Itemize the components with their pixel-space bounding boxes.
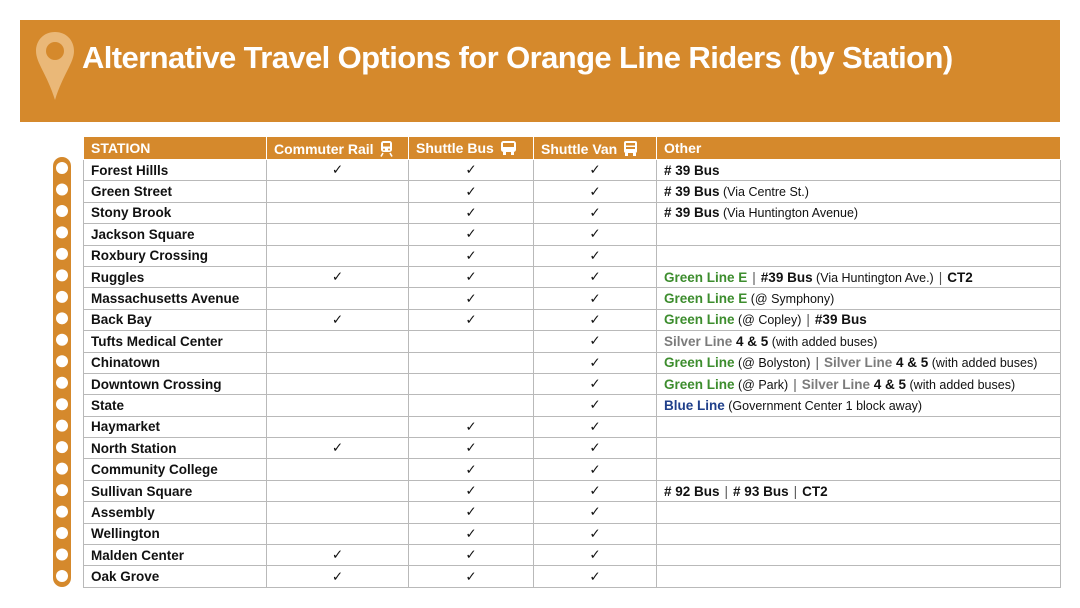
other-option-text: 4 & 5: [732, 333, 769, 349]
check-mark-icon: ✓: [465, 483, 477, 499]
station-name: Assembly: [84, 502, 267, 523]
check-mark-icon: ✓: [465, 183, 477, 199]
shuttle-bus-cell: [409, 160, 534, 181]
shuttle-bus-cell: [409, 373, 534, 394]
shuttle-bus-cell: [409, 523, 534, 544]
other-option-text: #39 Bus: [760, 269, 813, 285]
commuter-rail-cell: [267, 523, 409, 544]
station-name: North Station: [84, 438, 267, 459]
location-pin-icon: [34, 30, 76, 102]
check-mark-icon: ✓: [589, 354, 601, 370]
station-name: Malden Center: [84, 545, 267, 566]
shuttle-bus-cell: [409, 266, 534, 287]
other-options-cell: [657, 266, 1061, 287]
check-mark-icon: ✓: [589, 397, 601, 413]
other-option-text: (with added buses): [768, 334, 878, 349]
other-option-text: # 93 Bus: [733, 483, 789, 499]
other-option-text: # 39 Bus: [664, 205, 720, 221]
other-option-text: (Via Huntington Avenue): [719, 206, 859, 221]
table-header-row: [84, 137, 1061, 160]
table-row: [84, 224, 1061, 245]
check-mark-icon: ✓: [465, 204, 477, 220]
shuttle-van-cell: [534, 438, 657, 459]
shuttle-bus-cell: [409, 202, 534, 223]
header-station: STATION: [84, 137, 267, 160]
station-name: Back Bay: [84, 309, 267, 330]
commuter-rail-cell: [267, 395, 409, 416]
separator: |: [938, 269, 943, 285]
station-dot: [56, 248, 68, 260]
shuttle-van-cell: [534, 266, 657, 287]
station-name: Haymarket: [84, 416, 267, 437]
shuttle-van-cell: [534, 395, 657, 416]
commuter-rail-cell: [267, 502, 409, 523]
page-title: Alternative Travel Options for Orange Line Riders (by Station): [82, 40, 953, 75]
table-row: [84, 416, 1061, 437]
other-options-cell: [657, 416, 1061, 437]
shuttle-bus-cell: [409, 309, 534, 330]
table-row: [84, 245, 1061, 266]
commuter-rail-cell: [267, 266, 409, 287]
other-option-text: (with added buses): [906, 377, 1016, 392]
check-mark-icon: ✓: [465, 568, 477, 584]
station-name: Stony Brook: [84, 202, 267, 223]
train-icon: [380, 140, 393, 157]
check-mark-icon: ✓: [465, 440, 477, 456]
commuter-rail-cell: [267, 416, 409, 437]
check-mark-icon: ✓: [465, 547, 477, 563]
station-name: Oak Grove: [84, 566, 267, 587]
bus-icon: [500, 140, 517, 156]
table-row: [84, 181, 1061, 202]
shuttle-van-cell: [534, 181, 657, 202]
other-options-cell: [657, 352, 1061, 373]
shuttle-bus-cell: [409, 395, 534, 416]
shuttle-van-cell: [534, 224, 657, 245]
separator: |: [815, 355, 819, 371]
shuttle-van-cell: [534, 352, 657, 373]
other-option-text: 4 & 5: [892, 355, 929, 371]
check-mark-icon: ✓: [589, 376, 601, 392]
shuttle-van-cell: [534, 523, 657, 544]
commuter-rail-cell: [267, 224, 409, 245]
check-mark-icon: ✓: [589, 333, 601, 349]
separator: |: [806, 312, 810, 328]
other-option-text: Silver Line: [823, 355, 893, 371]
other-options-cell: [657, 331, 1061, 352]
table-row: [84, 395, 1061, 416]
other-option-text: (with added buses): [928, 356, 1038, 371]
other-option-text: Silver Line: [801, 376, 870, 392]
check-mark-icon: ✓: [589, 440, 601, 456]
other-option-text: (@ Bolyston): [734, 356, 811, 371]
check-mark-icon: ✓: [465, 461, 477, 477]
station-dot: [56, 226, 68, 238]
check-mark-icon: ✓: [589, 418, 601, 434]
commuter-rail-cell: [267, 352, 409, 373]
commuter-rail-cell: [267, 545, 409, 566]
shuttle-van-cell: [534, 288, 657, 309]
shuttle-van-cell: [534, 160, 657, 181]
station-dot: [56, 506, 68, 518]
commuter-rail-cell: [267, 480, 409, 501]
table-row: [84, 266, 1061, 287]
shuttle-van-cell: [534, 502, 657, 523]
check-mark-icon: ✓: [589, 183, 601, 199]
station-dot: [56, 334, 68, 346]
table-row: [84, 373, 1061, 394]
shuttle-bus-cell: [409, 502, 534, 523]
station-name: Green Street: [84, 181, 267, 202]
other-options-cell: [657, 523, 1061, 544]
check-mark-icon: ✓: [589, 525, 601, 541]
other-option-text: Green Line: [664, 376, 735, 392]
other-options-cell: [657, 202, 1061, 223]
station-dot: [56, 183, 68, 195]
table-row: [84, 438, 1061, 459]
other-options-cell: [657, 245, 1061, 266]
check-mark-icon: ✓: [589, 504, 601, 520]
commuter-rail-cell: [267, 288, 409, 309]
station-name: Chinatown: [84, 352, 267, 373]
check-mark-icon: ✓: [589, 226, 601, 242]
separator: |: [752, 269, 756, 285]
table-row: [84, 160, 1061, 181]
commuter-rail-cell: [267, 160, 409, 181]
check-mark-icon: ✓: [589, 204, 601, 220]
other-option-text: #39 Bus: [814, 312, 867, 328]
other-option-text: (@ Park): [734, 377, 789, 392]
other-options-cell: [657, 224, 1061, 245]
other-option-text: # 92 Bus: [664, 483, 720, 499]
station-line-icon: [51, 157, 73, 587]
check-mark-icon: ✓: [589, 162, 601, 178]
table-row: [84, 202, 1061, 223]
station-name: Downtown Crossing: [84, 373, 267, 394]
table-row: [84, 523, 1061, 544]
check-mark-icon: ✓: [589, 311, 601, 327]
shuttle-bus-cell: [409, 181, 534, 202]
shuttle-van-cell: [534, 459, 657, 480]
other-options-cell: [657, 502, 1061, 523]
other-option-text: (Via Huntington Ave.): [812, 270, 934, 285]
check-mark-icon: ✓: [589, 290, 601, 306]
other-options-cell: [657, 373, 1061, 394]
station-dot: [56, 441, 68, 453]
separator: |: [793, 376, 797, 392]
station-dot: [56, 549, 68, 561]
shuttle-bus-cell: [409, 224, 534, 245]
table-row: [84, 502, 1061, 523]
other-options-cell: [657, 438, 1061, 459]
separator: |: [793, 483, 798, 499]
station-table: [83, 136, 1061, 588]
other-option-text: Green Line E: [664, 291, 748, 307]
station-name: Jackson Square: [84, 224, 267, 245]
check-mark-icon: ✓: [589, 461, 601, 477]
check-mark-icon: ✓: [465, 525, 477, 541]
other-options-cell: [657, 395, 1061, 416]
table-row: [84, 331, 1061, 352]
check-mark-icon: ✓: [331, 162, 344, 178]
shuttle-van-cell: [534, 245, 657, 266]
station-name: Massachusetts Avenue: [84, 288, 267, 309]
other-options-cell: [657, 288, 1061, 309]
station-dot: [56, 291, 68, 303]
separator: |: [724, 483, 729, 499]
shuttle-van-cell: [534, 566, 657, 587]
header-shuttle-bus: Shuttle Bus: [409, 137, 534, 160]
check-mark-icon: ✓: [465, 504, 477, 520]
shuttle-bus-cell: [409, 480, 534, 501]
table-row: [84, 309, 1061, 330]
check-mark-icon: ✓: [465, 162, 477, 178]
station-dot: [56, 484, 68, 496]
header-other: Other: [657, 137, 1061, 160]
other-options-cell: [657, 181, 1061, 202]
shuttle-van-cell: [534, 416, 657, 437]
table-row: [84, 545, 1061, 566]
commuter-rail-cell: [267, 331, 409, 352]
other-options-cell: [657, 160, 1061, 181]
check-mark-icon: ✓: [589, 247, 601, 263]
commuter-rail-cell: [267, 181, 409, 202]
station-dot: [56, 269, 68, 281]
commuter-rail-cell: [267, 438, 409, 459]
shuttle-van-cell: [534, 202, 657, 223]
station-dot: [56, 398, 68, 410]
commuter-rail-cell: [267, 459, 409, 480]
check-mark-icon: ✓: [465, 418, 477, 434]
station-name: Ruggles: [84, 266, 267, 287]
table-row: [84, 459, 1061, 480]
other-option-text: Green Line: [664, 355, 735, 371]
table-row: [84, 352, 1061, 373]
shuttle-bus-cell: [409, 545, 534, 566]
shuttle-bus-cell: [409, 438, 534, 459]
other-option-text: (Via Centre St.): [719, 185, 809, 200]
check-mark-icon: ✓: [589, 547, 601, 563]
shuttle-van-cell: [534, 480, 657, 501]
other-option-text: (@ Copley): [734, 313, 802, 328]
shuttle-bus-cell: [409, 245, 534, 266]
other-option-text: (@ Symphony): [747, 292, 835, 307]
station-dot: [56, 377, 68, 389]
other-option-text: CT2: [802, 483, 828, 499]
commuter-rail-cell: [267, 309, 409, 330]
shuttle-bus-cell: [409, 288, 534, 309]
station-dot: [56, 205, 68, 217]
check-mark-icon: ✓: [589, 483, 601, 499]
other-options-cell: [657, 545, 1061, 566]
check-mark-icon: ✓: [331, 440, 344, 456]
shuttle-van-cell: [534, 373, 657, 394]
other-options-cell: [657, 309, 1061, 330]
other-option-text: 4 & 5: [870, 376, 907, 392]
other-option-text: # 39 Bus: [664, 184, 720, 200]
check-mark-icon: ✓: [331, 568, 344, 584]
commuter-rail-cell: [267, 245, 409, 266]
check-mark-icon: ✓: [589, 269, 601, 285]
other-option-text: Green Line: [664, 312, 735, 328]
station-name: State: [84, 395, 267, 416]
other-option-text: Green Line E: [664, 269, 748, 285]
shuttle-bus-cell: [409, 331, 534, 352]
station-dot: [56, 463, 68, 475]
commuter-rail-cell: [267, 202, 409, 223]
check-mark-icon: ✓: [331, 269, 344, 285]
check-mark-icon: ✓: [465, 226, 477, 242]
station-name: Tufts Medical Center: [84, 331, 267, 352]
check-mark-icon: ✓: [589, 568, 601, 584]
station-dot: [56, 162, 68, 174]
table-row: [84, 566, 1061, 587]
shuttle-bus-cell: [409, 416, 534, 437]
station-dot: [56, 312, 68, 324]
station-name: Roxbury Crossing: [84, 245, 267, 266]
check-mark-icon: ✓: [465, 269, 477, 285]
other-option-text: CT2: [947, 269, 973, 285]
other-option-text: # 39 Bus: [664, 162, 720, 178]
other-option-text: (Government Center 1 block away): [724, 398, 923, 413]
station-dot: [56, 355, 68, 367]
table-row: [84, 288, 1061, 309]
commuter-rail-cell: [267, 373, 409, 394]
check-mark-icon: ✓: [331, 311, 344, 327]
check-mark-icon: ✓: [331, 547, 344, 563]
other-options-cell: [657, 566, 1061, 587]
table-row: [84, 480, 1061, 501]
shuttle-bus-cell: [409, 352, 534, 373]
shuttle-bus-cell: [409, 566, 534, 587]
other-option-text: Silver Line: [664, 333, 733, 349]
check-mark-icon: ✓: [465, 290, 477, 306]
station-name: Sullivan Square: [84, 480, 267, 501]
check-mark-icon: ✓: [465, 247, 477, 263]
other-option-text: Blue Line: [664, 397, 725, 413]
other-options-cell: [657, 480, 1061, 501]
shuttle-van-cell: [534, 309, 657, 330]
commuter-rail-cell: [267, 566, 409, 587]
shuttle-van-cell: [534, 331, 657, 352]
station-name: Wellington: [84, 523, 267, 544]
check-mark-icon: ✓: [465, 311, 477, 327]
van-icon: [623, 140, 638, 157]
station-name: Forest Hillls: [84, 160, 267, 181]
shuttle-bus-cell: [409, 459, 534, 480]
station-dot: [56, 420, 68, 432]
header-commuter-rail: Commuter Rail: [267, 137, 409, 160]
station-dot: [56, 570, 68, 582]
header-shuttle-van: Shuttle Van: [534, 137, 657, 160]
station-dot: [56, 527, 68, 539]
shuttle-van-cell: [534, 545, 657, 566]
other-options-cell: [657, 459, 1061, 480]
station-name: Community College: [84, 459, 267, 480]
